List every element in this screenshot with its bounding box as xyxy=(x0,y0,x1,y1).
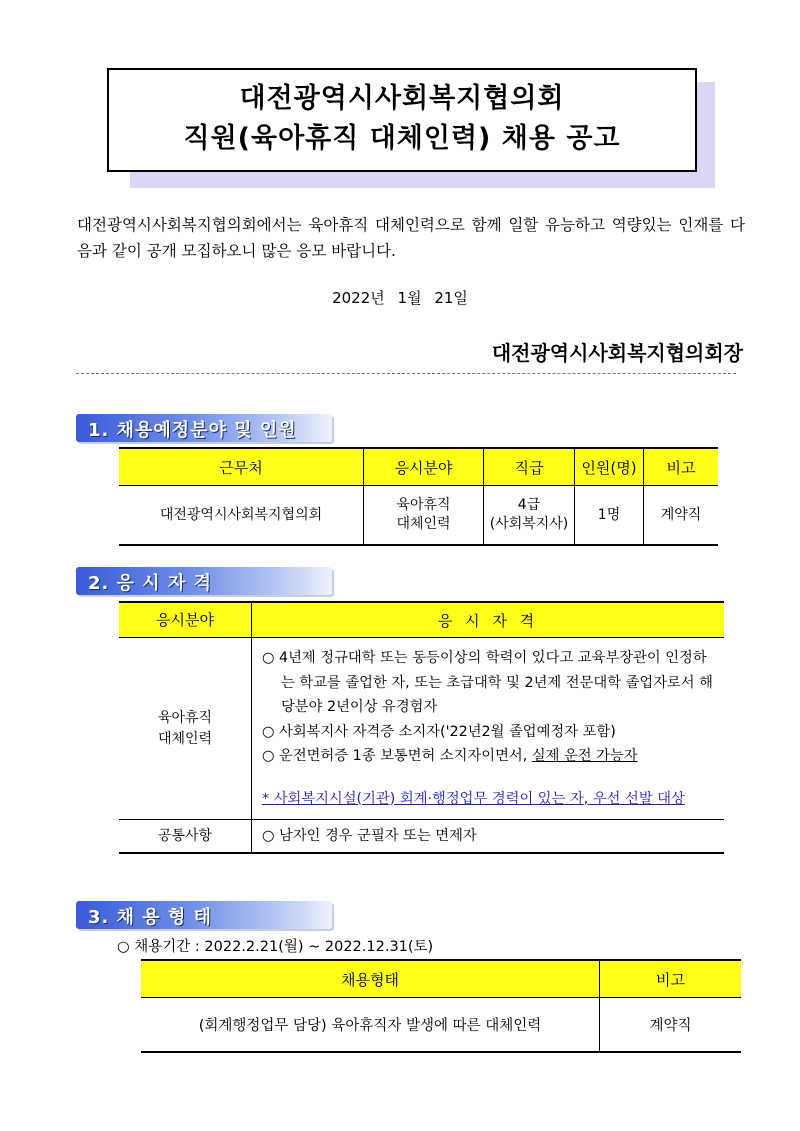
count-cell: 1명 xyxy=(575,486,644,546)
announcement-date: 2022년 1월 21일 xyxy=(332,289,468,307)
grade-line: 4급 xyxy=(517,497,541,513)
section1-heading-text: 1. 채용예정분야 및 인원 xyxy=(88,420,297,441)
col-type: 채용형태 xyxy=(141,960,600,998)
note-cell: 계약직 xyxy=(644,486,719,546)
field-line: 육아휴직 xyxy=(396,497,451,513)
qualification-cell xyxy=(252,638,725,820)
qualification-item: ○ 사회복지사 자격증 소지자('22년2월 졸업예정자 포함) xyxy=(262,723,616,740)
grade-cell xyxy=(484,486,575,546)
license-text: ○ 운전면허증 1종 보통면허 소지자이면서, xyxy=(262,748,532,764)
col-field: 응시분야 xyxy=(119,602,252,638)
col-count: 인원(명) xyxy=(575,448,644,486)
col-note: 비고 xyxy=(644,448,719,486)
field-line: 대체인력 xyxy=(157,730,213,747)
positions-table xyxy=(119,447,718,546)
qualifications-table xyxy=(119,601,724,854)
title-organization: 대전광역시사회복지협의회 xyxy=(239,83,565,114)
title-box xyxy=(107,68,697,172)
preference-note: * 사회복지시설(기관) 회계·행정업무 경력이 있는 자, 우선 선발 대상 xyxy=(262,790,685,807)
table-row xyxy=(119,820,724,854)
col-qualification: 응 시 자 격 xyxy=(252,602,725,638)
table-row xyxy=(141,998,741,1053)
section1-heading xyxy=(76,414,332,442)
field-line: 대체인력 xyxy=(396,516,451,532)
common-text-cell: ○ 남자인 경우 군필자 또는 면제자 xyxy=(252,820,725,854)
table-header-row xyxy=(119,448,718,486)
qualification-item: ○ 4년제 정규대학 또는 동등이상의 학력이 있다고 교육부장관이 인정하는 학교를 졸업한 자, 또는 초급대학 및 2년제 전문대학 졸업자로서 해당분야 2년이상 유경험자 xyxy=(262,650,713,715)
intro-paragraph: 대전광역시사회복지협의회에서는 육아휴직 대체인력으로 함께 일할 유능하고 역량있는 인재를 다음과 같이 공개 모집하오니 많은 응모 바랍니다. xyxy=(77,216,745,260)
qualification-item xyxy=(262,744,714,769)
col-note: 비고 xyxy=(600,960,742,998)
section3-heading xyxy=(76,901,332,929)
note-cell: 계약직 xyxy=(600,998,742,1053)
col-grade: 직급 xyxy=(484,448,575,486)
employment-period: ○ 채용기간 : 2022.2.21(월) ~ 2022.12.31(토) xyxy=(117,939,434,955)
col-workplace: 근무처 xyxy=(119,448,364,486)
table-row xyxy=(119,486,718,546)
workplace-cell: 대전광역시사회복지협의회 xyxy=(159,506,323,523)
field-cell xyxy=(364,486,484,546)
license-underlined: 실제 운전 가능자 xyxy=(531,748,638,764)
grade-line: (사회복지사) xyxy=(489,516,569,532)
table-row xyxy=(119,638,724,820)
table-header-row xyxy=(141,960,741,998)
section2-heading xyxy=(76,567,332,595)
field-cell xyxy=(119,638,252,820)
field-line: 육아휴직 xyxy=(157,709,213,726)
section3-heading-text: 3. 채 용 형 태 xyxy=(88,907,212,928)
title-announcement: 직원(육아휴직 대체인력) 채용 공고 xyxy=(183,123,621,154)
table-header-row xyxy=(119,602,724,638)
dashed-divider xyxy=(76,373,736,374)
type-cell: (회계행정업무 담당) 육아휴직자 발생에 따른 대체인력 xyxy=(198,1018,542,1034)
employment-type-table xyxy=(141,959,741,1053)
common-label-cell: 공통사항 xyxy=(119,820,252,854)
section2-heading-text: 2. 응 시 자 격 xyxy=(88,573,212,594)
signer: 대전광역시사회복지협의회장 xyxy=(491,341,743,365)
col-field: 응시분야 xyxy=(364,448,484,486)
